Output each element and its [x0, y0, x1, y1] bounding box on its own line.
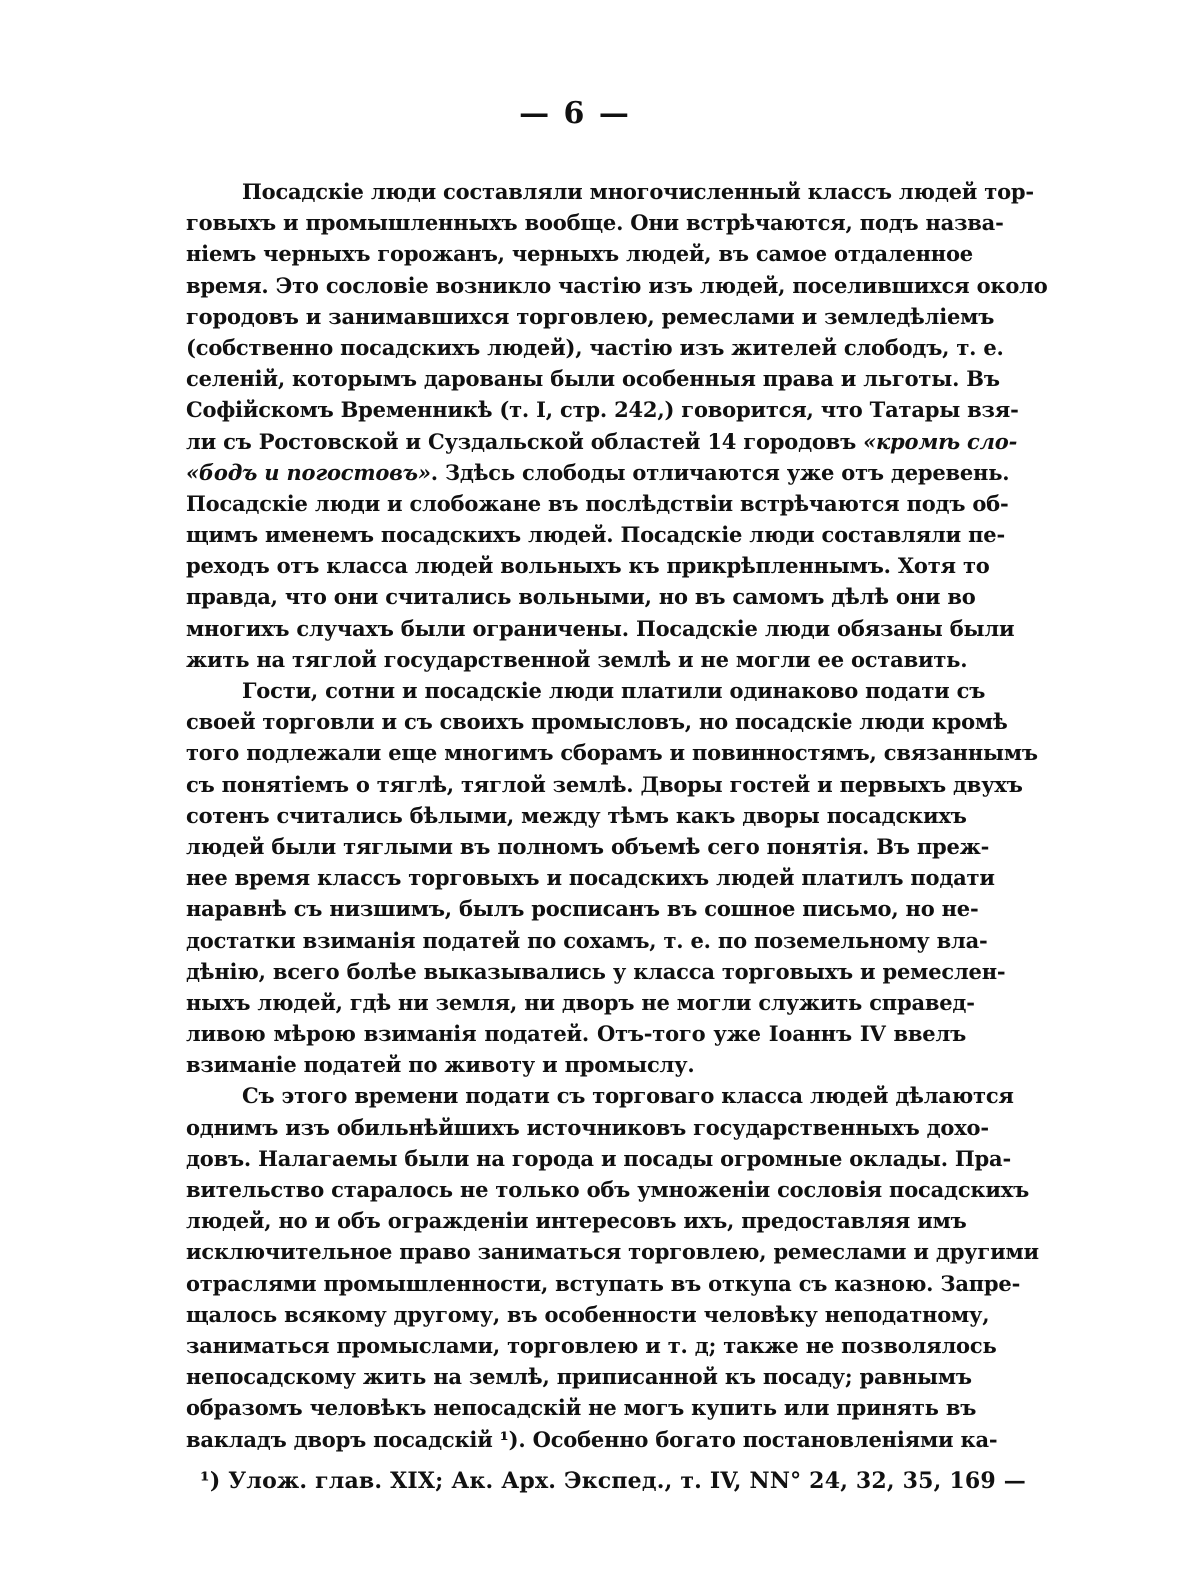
text-line: (собственно посадскихъ людей), частію изъ жителей слободъ, т. е. — [186, 334, 1004, 360]
page-number: — 6 — — [519, 96, 631, 131]
text-line: наравнѣ съ низшимъ, былъ росписанъ въ сошное письмо, но не- — [186, 896, 979, 922]
italic-quote: «бодъ и погостовъ» — [186, 459, 431, 485]
text-line: Посадскіе люди составляли многочисленный классъ людей тор- — [242, 179, 1034, 204]
paragraph-1 — [186, 176, 1048, 675]
paragraph-3 — [186, 1080, 1039, 1454]
text-line: Гости, сотни и посадскіе люди платили одинаково подати съ — [242, 678, 986, 703]
text-run: . Здѣсь слободы отличаются уже отъ деревень. — [430, 459, 1010, 485]
text-line: говыхъ и промышленныхъ вообще. Они встрѣчаются, подъ назва- — [186, 210, 1004, 236]
text-line — [186, 426, 1018, 457]
text-line: взиманіе податей по животу и промыслу. — [186, 1052, 695, 1078]
text-line: жить на тяглой государственной землѣ и не могли ее оставить. — [186, 646, 968, 672]
text-line: ныхъ людей, гдѣ ни земля, ни дворъ не могли служить справед- — [186, 989, 975, 1015]
footnote: ¹) Улож. глав. XIX; Ак. Арх. Экспед., т. IV, NN° 24, 32, 35, 169 — — [200, 1468, 1026, 1494]
text-line: заниматься промыслами, торговлею и т. д; также не позволялось — [186, 1332, 997, 1358]
text-line: сотенъ считались бѣлыми, между тѣмъ какъ дворы посадскихъ — [186, 802, 967, 828]
text-line: непосадскому жить на землѣ, приписанной къ посаду; равнымъ — [186, 1364, 972, 1390]
text-line: многихъ случахъ были ограничены. Посадскіе люди обязаны были — [186, 615, 1015, 641]
text-line: людей были тяглыми въ полномъ объемѣ сего понятія. Въ преж- — [186, 833, 990, 859]
text-line: ливою мѣрою взиманія податей. Отъ-того уже Іоаннъ IV ввелъ — [186, 1021, 966, 1047]
text-line: достатки взиманія податей по сохамъ, т. е. по поземельному вла- — [186, 927, 988, 953]
text-line: отраслями промышленности, вступать въ откупа съ казною. Запре- — [186, 1270, 1021, 1296]
text-line: Съ этого времени подати съ торговаго класса людей дѣлаются — [242, 1083, 1014, 1109]
text-line: вакладъ дворъ посадскій ¹). Особенно богато постановленіями ка- — [186, 1426, 998, 1452]
text-line: дѣнію, всего болѣе выказывались у класса торговыхъ и ремеслен- — [186, 958, 1006, 984]
text-line: щимъ именемъ посадскихъ людей. Посадскіе люди составляли пе- — [186, 522, 1005, 548]
text-line: щалось всякому другому, въ особенности человѣку неподатному, — [186, 1301, 990, 1327]
body-text — [186, 176, 1048, 1455]
text-line: правда, что они считались вольными, но въ самомъ дѣлѣ они во — [186, 584, 976, 610]
text-line: нее время классъ торговыхъ и посадскихъ людей платилъ подати — [186, 865, 995, 891]
text-line: селеній, которымъ дарованы были особенныя права и льготы. Въ — [186, 366, 1000, 392]
text-line: образомъ человѣкъ непосадскій не могъ купить или принять въ — [186, 1395, 977, 1421]
text-line: городовъ и занимавшихся торговлею, ремеслами и земледѣліемъ — [186, 303, 995, 329]
text-line: однимъ изъ обильнѣйшихъ источниковъ государственныхъ дохо- — [186, 1114, 989, 1140]
text-line: исключительное право заниматься торговлею, ремеслами и другими — [186, 1239, 1039, 1265]
text-line — [186, 457, 1010, 488]
text-line: своей торговли и съ своихъ промысловъ, но посадскіе люди кромѣ — [186, 709, 1008, 735]
text-line: время. Это сословіе возникло частію изъ людей, поселившихся около — [186, 272, 1048, 298]
text-line: Софійскомъ Временникѣ (т. I, стр. 242,) говорится, что Татары взя- — [186, 397, 1019, 423]
text-line: довъ. Налагаемы были на города и посады огромные оклады. Пра- — [186, 1145, 1011, 1171]
italic-quote: «кромѣ сло- — [863, 428, 1018, 454]
text-line: ніемъ черныхъ горожанъ, черныхъ людей, въ самое отдаленное — [186, 241, 973, 267]
paragraph-2 — [186, 675, 1038, 1080]
text-run: ли съ Ростовской и Суздальской областей 14 городовъ — [186, 428, 864, 454]
text-line: того подлежали еще многимъ сборамъ и повинностямъ, связаннымъ — [186, 740, 1038, 766]
text-line: реходъ отъ класса людей вольныхъ къ прикрѣпленнымъ. Хотя то — [186, 553, 990, 579]
text-line: съ понятіемъ о тяглѣ, тяглой землѣ. Дворы гостей и первыхъ двухъ — [186, 771, 1023, 797]
text-line: людей, но и объ огражденіи интересовъ ихъ, предоставляя имъ — [186, 1208, 967, 1234]
text-line: Посадскіе люди и слобожане въ послѣдствіи встрѣчаются подъ об- — [186, 490, 1009, 516]
text-line: вительство старалось не только объ умноженіи сословія посадскихъ — [186, 1177, 1029, 1202]
